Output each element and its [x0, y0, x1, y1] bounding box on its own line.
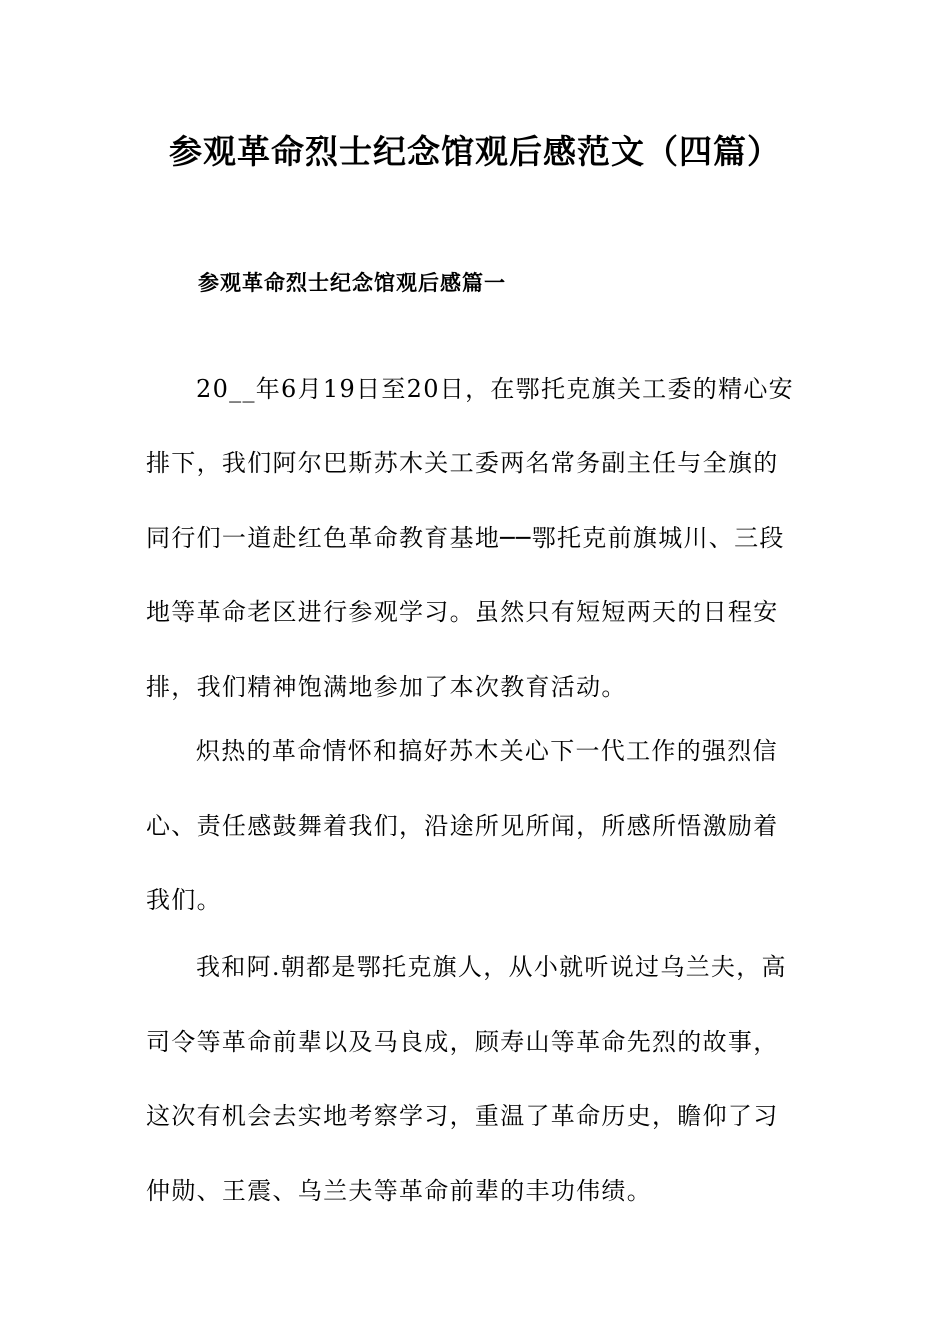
paragraph-line: 地等革命老区进行参观学习。虽然只有短短两天的日程安	[146, 598, 779, 626]
paragraph-line: 排，我们精神饱满地参加了本次教育活动。	[146, 673, 627, 701]
document-title: 参观革命烈士纪念馆观后感范文（四篇）	[169, 132, 781, 171]
section-heading: 参观革命烈士纪念馆观后感篇一	[198, 271, 506, 295]
paragraph-line: 心、责任感鼓舞着我们，沿途所见所闻，所感所悟激励着	[146, 812, 779, 840]
paragraph-line: 我们。	[146, 886, 222, 914]
paragraph-line: 炽热的革命情怀和搞好苏木关心下一代工作的强烈信	[196, 737, 778, 765]
paragraph-line: 20__年6月19日至20日，在鄂托克旗关工委的精心安	[196, 375, 794, 403]
paragraph-line: 同行们一道赴红色革命教育基地──鄂托克前旗城川、三段	[146, 524, 785, 552]
paragraph-line: 司令等革命前辈以及马良成，顾寿山等革命先烈的故事，	[146, 1028, 779, 1056]
paragraph-line: 排下，我们阿尔巴斯苏木关工委两名常务副主任与全旗的	[146, 449, 779, 477]
paragraph-line: 我和阿.朝都是鄂托克旗人，从小就听说过乌兰夫，高	[196, 953, 787, 981]
paragraph-line: 仲勋、王震、乌兰夫等革命前辈的丰功伟绩。	[146, 1177, 652, 1205]
paragraph-line: 这次有机会去实地考察学习，重温了革命历史，瞻仰了习	[146, 1102, 779, 1130]
